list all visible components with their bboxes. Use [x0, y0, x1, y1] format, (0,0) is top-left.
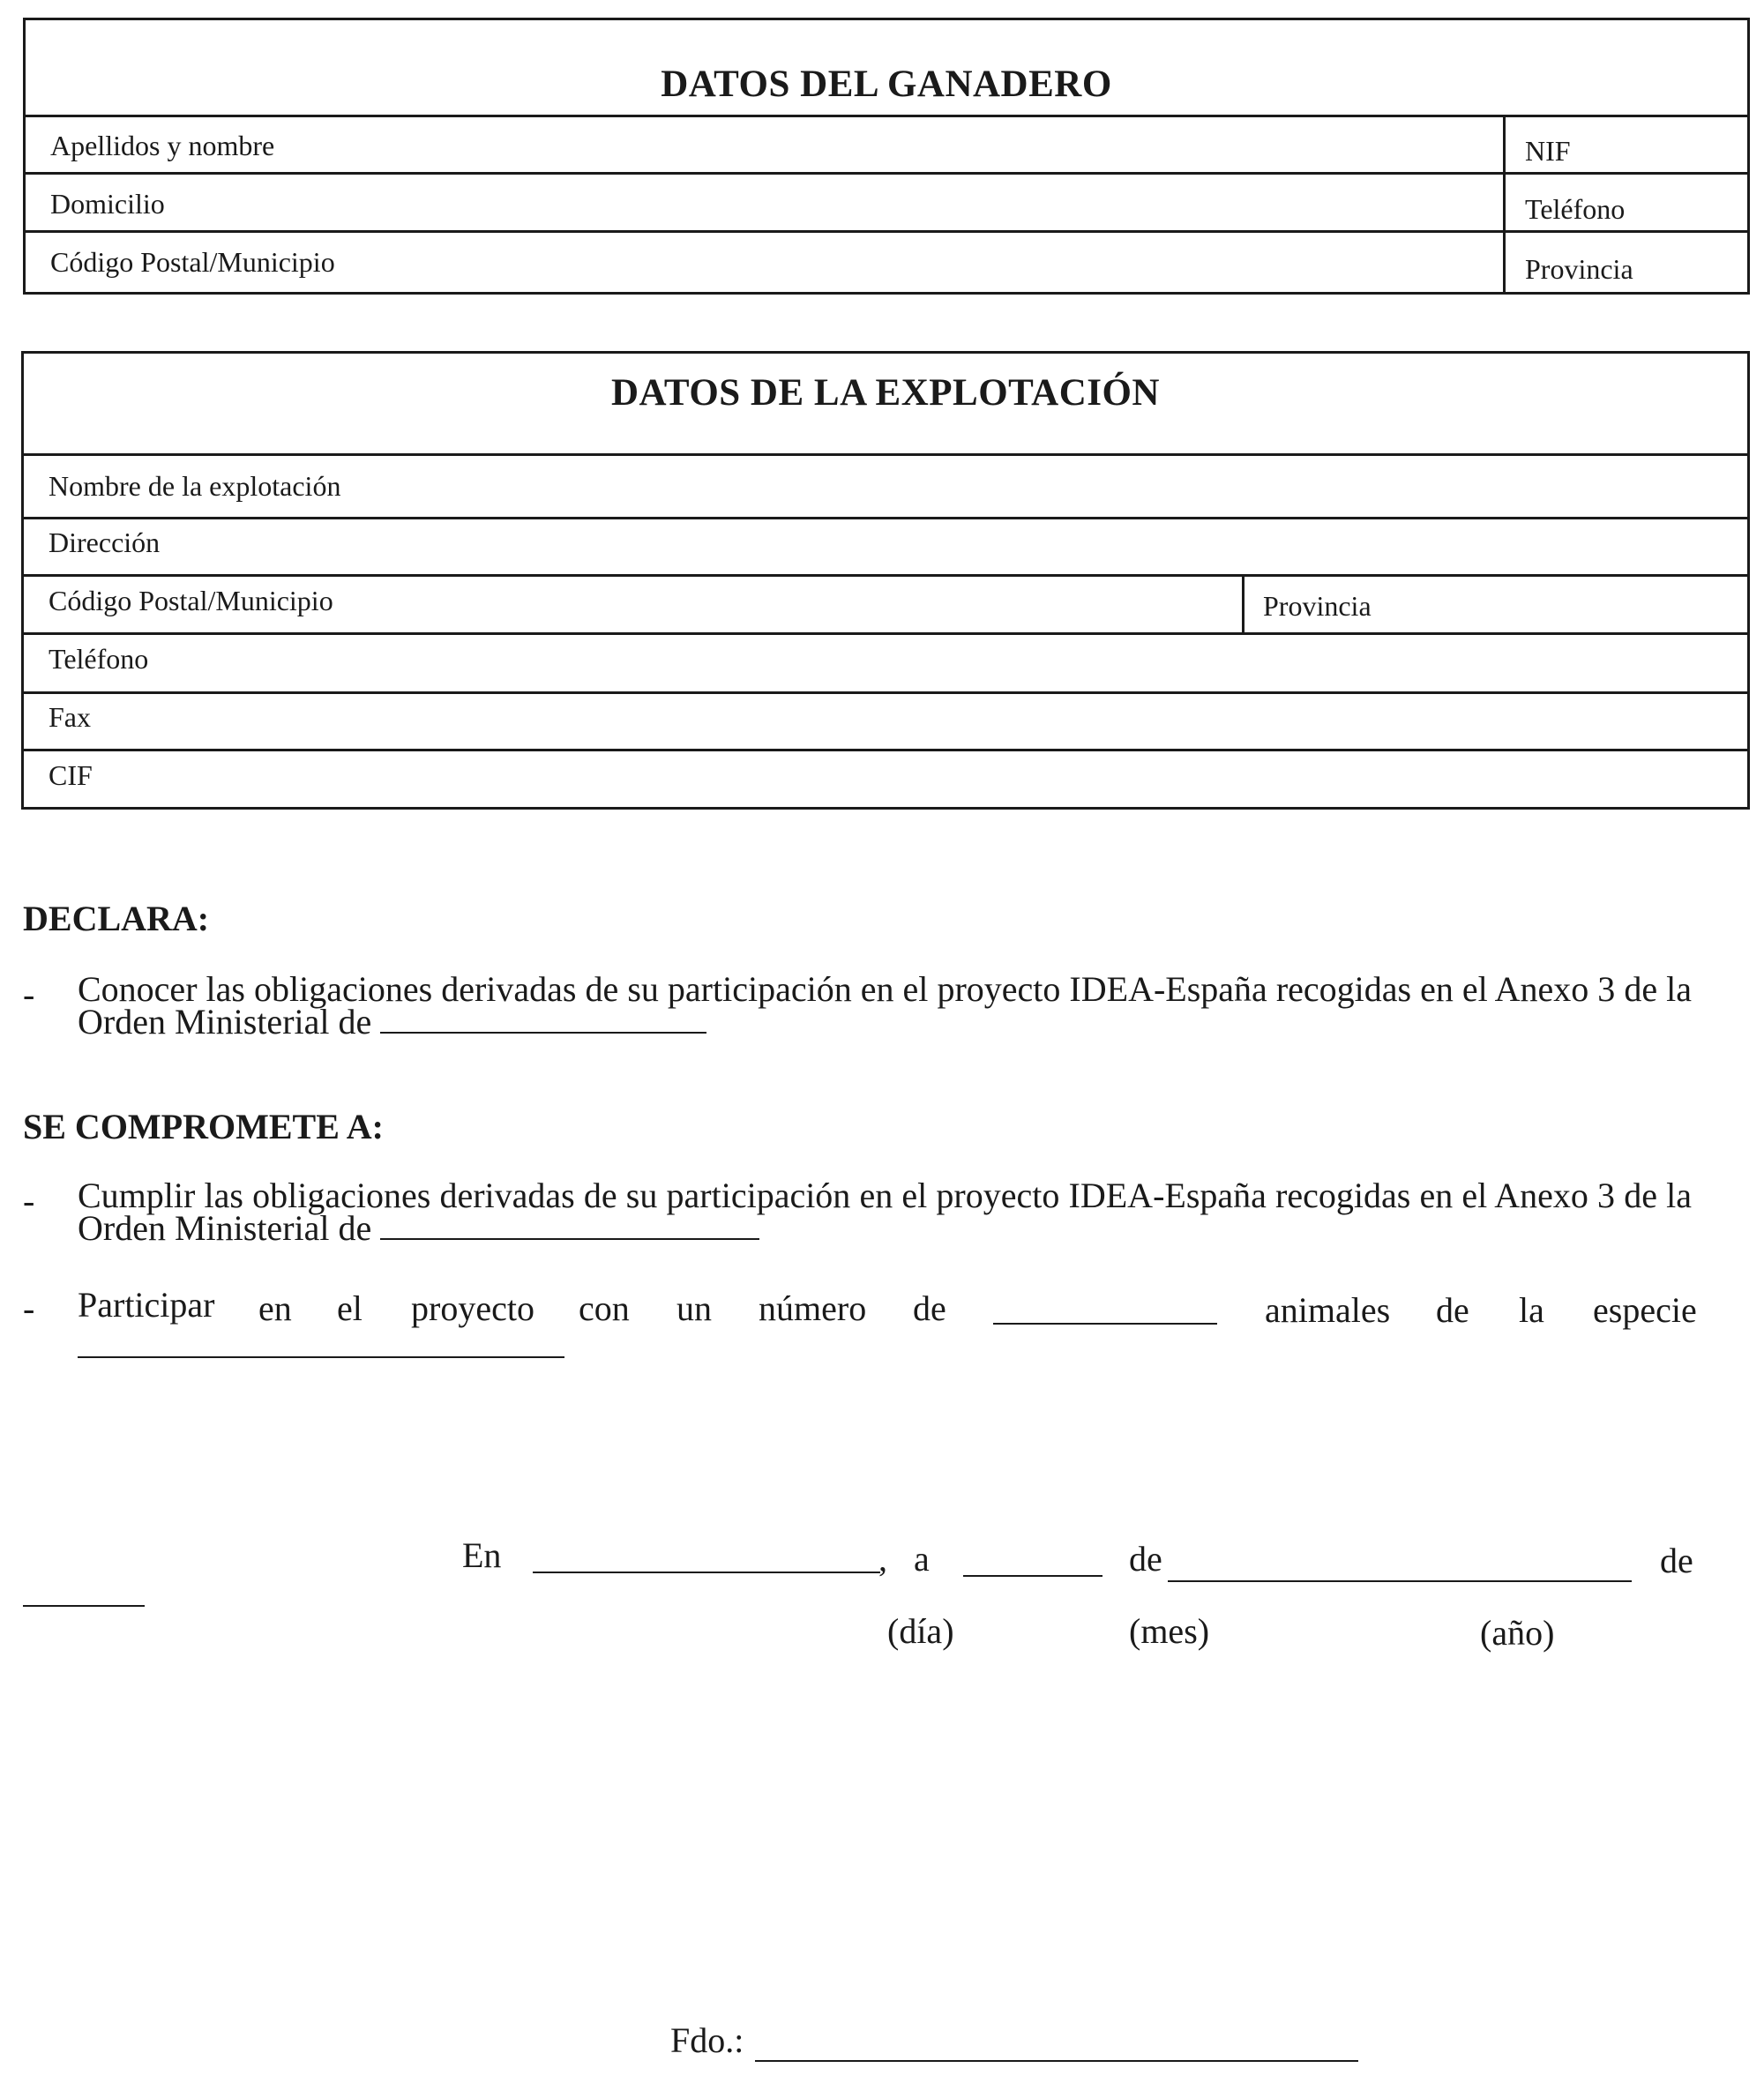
compromete-item-1-line2: [78, 1208, 1692, 1248]
ganadero-title: DATOS DEL GANADERO: [661, 63, 1112, 105]
nif-field[interactable]: NIF: [1525, 135, 1571, 167]
explotacion-title: DATOS DE LA EXPLOTACIÓN: [611, 372, 1160, 414]
codigo-postal-municipio-field[interactable]: Código Postal/Municipio: [50, 246, 335, 278]
mes-caption: (mes): [1129, 1611, 1210, 1651]
compromete-item-2-word: proyecto: [411, 1288, 534, 1328]
declara-item-line2: [78, 1002, 1692, 1042]
compromete-item-2-word: de: [1436, 1290, 1469, 1330]
compromete-heading: SE COMPROMETE A:: [23, 1107, 384, 1146]
fecha-de-label: de: [1129, 1539, 1162, 1579]
bullet-dash: -: [23, 1288, 35, 1328]
fecha-a-label: a: [914, 1539, 930, 1579]
ganadero-section: [23, 18, 1750, 295]
declara-heading: DECLARA:: [23, 899, 210, 938]
firma-blank[interactable]: [755, 2060, 1358, 2062]
mes-blank[interactable]: [1168, 1580, 1632, 1582]
divider: [26, 115, 1747, 117]
compromete-item-2-word: con: [579, 1288, 630, 1328]
telefono-field[interactable]: Teléfono: [1525, 193, 1626, 225]
firma-label: Fdo.:: [670, 2020, 744, 2060]
compromete-item-2-word: Participar: [78, 1285, 215, 1325]
divider: [24, 691, 1747, 694]
compromete-item-2-word: especie: [1593, 1290, 1697, 1330]
especie-blank[interactable]: [78, 1356, 564, 1358]
fax-field[interactable]: Fax: [49, 701, 91, 733]
fecha-en-label: En: [462, 1535, 502, 1575]
domicilio-field[interactable]: Domicilio: [50, 188, 165, 220]
compromete-item-1: [78, 1176, 1692, 1248]
explotacion-section: [21, 351, 1750, 810]
compromete-item-2-word: la: [1519, 1290, 1544, 1330]
divider: [24, 574, 1747, 577]
dia-blank[interactable]: [963, 1575, 1102, 1577]
fecha-comma: ,: [878, 1539, 887, 1579]
divider: [24, 749, 1747, 751]
compromete-item-2-word: en: [258, 1288, 292, 1328]
compromete-item-2-word: un: [676, 1288, 712, 1328]
telefono-field[interactable]: Teléfono: [49, 643, 149, 675]
provincia-field[interactable]: Provincia: [1525, 253, 1633, 285]
bullet-dash: -: [23, 1181, 35, 1221]
orden-ministerial-date-blank[interactable]: [380, 1005, 706, 1034]
divider: [26, 230, 1747, 233]
compromete-item-2-word: de: [913, 1288, 946, 1328]
direccion-field[interactable]: Dirección: [49, 526, 161, 558]
declara-item-line1: Conocer las obligaciones derivadas de su participación en el proyecto IDEA-España recogidas en el Anexo 3 de la: [78, 969, 1692, 1009]
compromete-item-2-word: el: [337, 1288, 363, 1328]
divider: [1242, 574, 1245, 632]
divider: [24, 632, 1747, 635]
divider: [24, 517, 1747, 519]
fecha-de-label: de: [1660, 1541, 1693, 1580]
dia-caption: (día): [887, 1611, 954, 1651]
lugar-blank[interactable]: [533, 1572, 880, 1573]
divider: [24, 453, 1747, 456]
nombre-explotacion-field[interactable]: Nombre de la explotación: [49, 470, 341, 502]
numero-animales-blank[interactable]: [993, 1323, 1217, 1325]
anio-blank[interactable]: [23, 1605, 145, 1607]
anio-caption: (año): [1480, 1613, 1555, 1653]
cif-field[interactable]: CIF: [49, 759, 93, 791]
declara-item: [78, 969, 1692, 1042]
divider: [26, 172, 1747, 175]
orden-ministerial-date-blank[interactable]: [380, 1212, 759, 1240]
declara-item-text: Orden Ministerial de: [78, 1002, 372, 1042]
bullet-dash: -: [23, 974, 35, 1014]
codigo-postal-municipio-field[interactable]: Código Postal/Municipio: [49, 585, 333, 616]
compromete-item-1-line1: Cumplir las obligaciones derivadas de su participación en el proyecto IDEA-España recogidas en el Anexo 3 de la: [78, 1176, 1692, 1215]
apellidos-nombre-field[interactable]: Apellidos y nombre: [50, 130, 275, 161]
compromete-item-2-word: número: [759, 1288, 867, 1328]
provincia-field[interactable]: Provincia: [1263, 590, 1372, 622]
compromete-item-2-word: animales: [1265, 1290, 1391, 1330]
divider: [1503, 115, 1506, 292]
compromete-item-1-text: Orden Ministerial de: [78, 1208, 372, 1248]
